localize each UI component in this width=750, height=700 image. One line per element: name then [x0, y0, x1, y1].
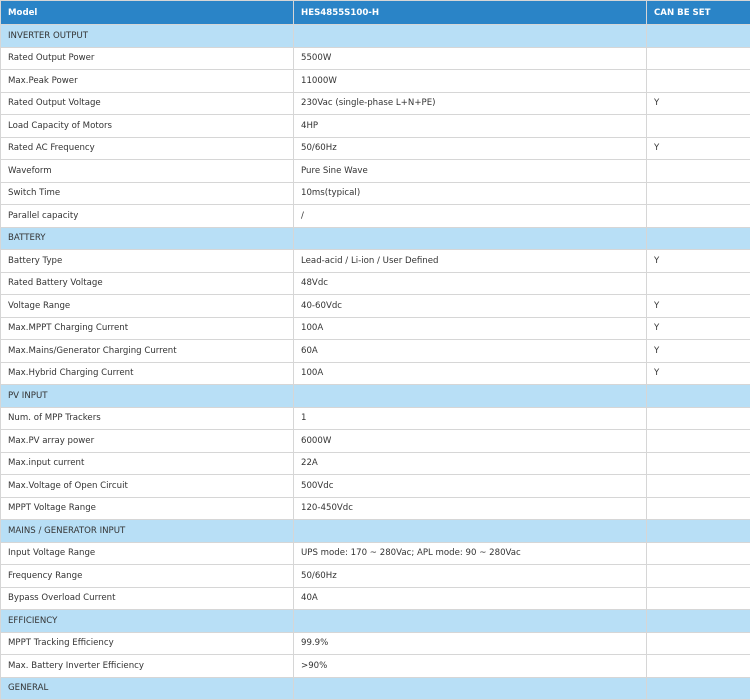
- spec-can-be-set: Y: [647, 295, 750, 318]
- table-row: [1, 452, 750, 475]
- table-row: [1, 542, 750, 565]
- spec-value: 500Vdc: [294, 475, 647, 498]
- spec-value: 4HP: [294, 115, 647, 138]
- section-cell-empty: [294, 25, 647, 48]
- section-header: [1, 677, 750, 700]
- spec-value: 50/60Hz: [294, 565, 647, 588]
- spec-name: Max. Battery Inverter Efficiency: [1, 655, 294, 678]
- spec-value: Lead-acid / Li-ion / User Defined: [294, 250, 647, 273]
- spec-value: 60A: [294, 340, 647, 363]
- section-title: MAINS / GENERATOR INPUT: [1, 520, 294, 543]
- spec-can-be-set: Y: [647, 340, 750, 363]
- spec-can-be-set: Y: [647, 250, 750, 273]
- section-cell-empty: [647, 227, 750, 250]
- spec-can-be-set: [647, 542, 750, 565]
- table-row: [1, 497, 750, 520]
- spec-value: 40A: [294, 587, 647, 610]
- spec-name: MPPT Tracking Efficiency: [1, 632, 294, 655]
- table-row: [1, 272, 750, 295]
- spec-name: Switch Time: [1, 182, 294, 205]
- table-row: [1, 632, 750, 655]
- table-row: [1, 295, 750, 318]
- section-cell-empty: [294, 610, 647, 633]
- section-title: BATTERY: [1, 227, 294, 250]
- table-row: [1, 475, 750, 498]
- table-row: [1, 47, 750, 70]
- spec-name: MPPT Voltage Range: [1, 497, 294, 520]
- spec-name: Waveform: [1, 160, 294, 183]
- section-title: EFFICIENCY: [1, 610, 294, 633]
- spec-can-be-set: Y: [647, 317, 750, 340]
- spec-can-be-set: [647, 70, 750, 93]
- spec-name: Rated AC Frequency: [1, 137, 294, 160]
- spec-name: Input Voltage Range: [1, 542, 294, 565]
- spec-value: >90%: [294, 655, 647, 678]
- spec-value: 6000W: [294, 430, 647, 453]
- table-row: [1, 340, 750, 363]
- section-cell-empty: [647, 520, 750, 543]
- spec-value: Pure Sine Wave: [294, 160, 647, 183]
- spec-name: Max.PV array power: [1, 430, 294, 453]
- header-model: Model: [1, 1, 294, 25]
- table-row: [1, 565, 750, 588]
- table-row: [1, 317, 750, 340]
- table-row: [1, 655, 750, 678]
- table-row: [1, 430, 750, 453]
- section-title: INVERTER OUTPUT: [1, 25, 294, 48]
- spec-value: 100A: [294, 362, 647, 385]
- spec-name: Max.Hybrid Charging Current: [1, 362, 294, 385]
- spec-name: Rated Output Voltage: [1, 92, 294, 115]
- spec-name: Frequency Range: [1, 565, 294, 588]
- spec-can-be-set: [647, 205, 750, 228]
- spec-name: Max.MPPT Charging Current: [1, 317, 294, 340]
- spec-can-be-set: [647, 272, 750, 295]
- spec-can-be-set: [647, 47, 750, 70]
- spec-name: Parallel capacity: [1, 205, 294, 228]
- spec-can-be-set: [647, 407, 750, 430]
- spec-can-be-set: [647, 452, 750, 475]
- spec-can-be-set: [647, 475, 750, 498]
- spec-name: Bypass Overload Current: [1, 587, 294, 610]
- spec-can-be-set: [647, 632, 750, 655]
- table-body: [1, 25, 750, 700]
- table-row: [1, 182, 750, 205]
- section-title: PV INPUT: [1, 385, 294, 408]
- spec-value: 120-450Vdc: [294, 497, 647, 520]
- spec-can-be-set: [647, 565, 750, 588]
- table-row: [1, 407, 750, 430]
- section-cell-empty: [647, 677, 750, 700]
- spec-name: Max.input current: [1, 452, 294, 475]
- table-row: [1, 70, 750, 93]
- spec-value: 40-60Vdc: [294, 295, 647, 318]
- header-model-number: HES4855S100-H: [294, 1, 647, 25]
- spec-can-be-set: Y: [647, 362, 750, 385]
- section-header: [1, 25, 750, 48]
- spec-value: 10ms(typical): [294, 182, 647, 205]
- spec-name: Battery Type: [1, 250, 294, 273]
- section-cell-empty: [294, 227, 647, 250]
- spec-can-be-set: [647, 655, 750, 678]
- table-header: [1, 1, 750, 25]
- section-title: GENERAL: [1, 677, 294, 700]
- spec-can-be-set: Y: [647, 137, 750, 160]
- spec-can-be-set: Y: [647, 92, 750, 115]
- section-cell-empty: [647, 25, 750, 48]
- spec-can-be-set: [647, 182, 750, 205]
- table-row: [1, 587, 750, 610]
- section-header: [1, 610, 750, 633]
- table-row: [1, 115, 750, 138]
- table-row: [1, 160, 750, 183]
- spec-name: Voltage Range: [1, 295, 294, 318]
- section-cell-empty: [647, 385, 750, 408]
- table-row: [1, 137, 750, 160]
- table-row: [1, 362, 750, 385]
- spec-name: Rated Output Power: [1, 47, 294, 70]
- spec-name: Max.Voltage of Open Circuit: [1, 475, 294, 498]
- spec-value: 100A: [294, 317, 647, 340]
- spec-name: Num. of MPP Trackers: [1, 407, 294, 430]
- section-header: [1, 227, 750, 250]
- spec-can-be-set: [647, 160, 750, 183]
- spec-value: 230Vac (single-phase L+N+PE): [294, 92, 647, 115]
- header-can-be-set: CAN BE SET: [647, 1, 750, 25]
- spec-value: 1: [294, 407, 647, 430]
- section-header: [1, 520, 750, 543]
- spec-can-be-set: [647, 497, 750, 520]
- spec-value: 50/60Hz: [294, 137, 647, 160]
- spec-value: 48Vdc: [294, 272, 647, 295]
- table-row: [1, 92, 750, 115]
- spec-name: Max.Peak Power: [1, 70, 294, 93]
- spec-name: Max.Mains/Generator Charging Current: [1, 340, 294, 363]
- spec-can-be-set: [647, 587, 750, 610]
- table-row: [1, 250, 750, 273]
- table-row: [1, 205, 750, 228]
- spec-value: UPS mode: 170 ~ 280Vac; APL mode: 90 ~ 280Vac: [294, 542, 647, 565]
- spec-can-be-set: [647, 115, 750, 138]
- spec-can-be-set: [647, 430, 750, 453]
- section-cell-empty: [294, 677, 647, 700]
- spec-value: 11000W: [294, 70, 647, 93]
- spec-name: Load Capacity of Motors: [1, 115, 294, 138]
- section-cell-empty: [647, 610, 750, 633]
- spec-value: /: [294, 205, 647, 228]
- spec-value: 99.9%: [294, 632, 647, 655]
- spec-value: 5500W: [294, 47, 647, 70]
- section-header: [1, 385, 750, 408]
- spec-value: 22A: [294, 452, 647, 475]
- section-cell-empty: [294, 520, 647, 543]
- section-cell-empty: [294, 385, 647, 408]
- spec-name: Rated Battery Voltage: [1, 272, 294, 295]
